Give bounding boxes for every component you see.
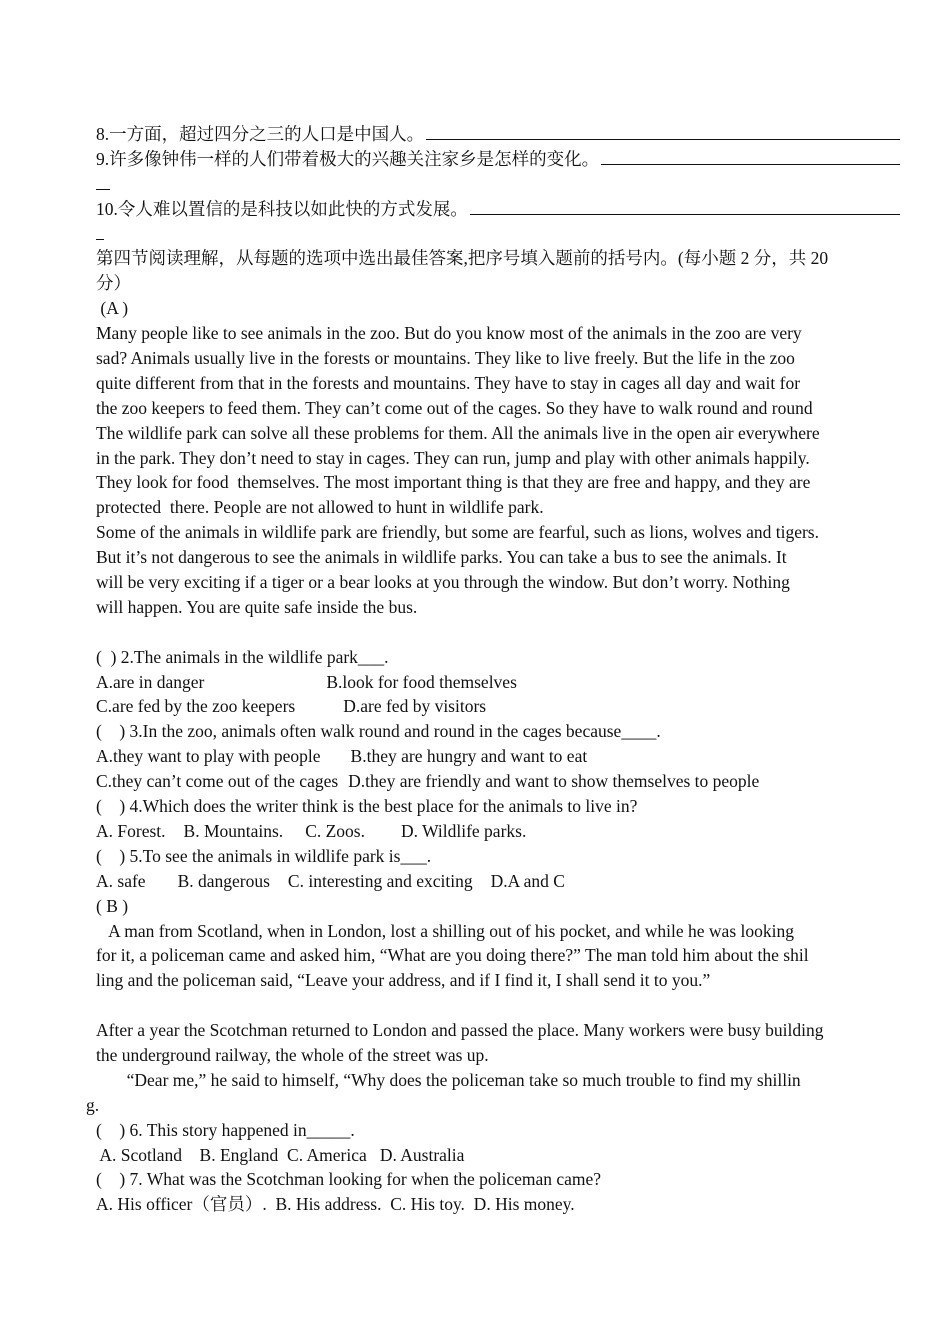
passage-line: g. bbox=[86, 1094, 100, 1115]
passage-line: will happen. You are quite safe inside the bus. bbox=[96, 596, 418, 617]
section-heading-cont: 分） bbox=[96, 273, 131, 294]
passage-line: The wildlife park can solve all these problems for them. All the animals live in the open air everywhere bbox=[96, 422, 820, 443]
question-4-options: A. Forest. B. Mountains. C. Zoos. D. Wildlife parks. bbox=[96, 820, 527, 841]
passage-line: quite different from that in the forests and mountains. They have to stay in cages all day and wait for bbox=[96, 372, 801, 393]
passage-line: for it, a policeman came and asked him, “What are you doing there?” The man told him about the shil bbox=[96, 945, 809, 966]
question-2-options-row1: A.are in danger B.look for food themselves bbox=[96, 671, 517, 692]
answer-blank-wrap[interactable] bbox=[96, 222, 900, 247]
passage-a-label: (A ) bbox=[96, 298, 129, 319]
question-3-options-row2: C.they can’t come out of the cages D.they are friendly and want to show themselves to people bbox=[96, 771, 760, 792]
question-6: ( ) 6. This story happened in_____. bbox=[96, 1119, 355, 1140]
translation-q8: 8.一方面，超过四分之三的人口是中国人。 bbox=[96, 122, 900, 147]
passage-line: in the park. They don’t need to stay in cages. They can run, jump and play with other animals happily. bbox=[96, 447, 810, 468]
blank-line bbox=[96, 993, 900, 1018]
passage-line: the underground railway, the whole of the street was up. bbox=[96, 1044, 489, 1065]
passage-line: After a year the Scotchman returned to London and passed the place. Many workers were busy building bbox=[96, 1020, 824, 1041]
passage-line: protected there. People are not allowed to hunt in wildlife park. bbox=[96, 497, 544, 518]
passage-line: the zoo keepers to feed them. They can’t come out of the cages. So they have to walk round and round bbox=[96, 397, 813, 418]
answer-blank[interactable] bbox=[426, 123, 900, 140]
answer-blank-wrap[interactable] bbox=[96, 172, 900, 197]
answer-blank[interactable] bbox=[470, 198, 900, 215]
passage-line: A man from Scotland, when in London, lost a shilling out of his pocket, and while he was looking bbox=[96, 920, 794, 941]
question-2-options-row2: C.are fed by the zoo keepers D.are fed by visitors bbox=[96, 696, 487, 717]
question-1 bbox=[96, 620, 900, 645]
question-7-options[interactable]: A. His officer（官员）. B. His address. C. His toy. D. His money. bbox=[96, 1194, 575, 1215]
passage-line: Many people like to see animals in the zoo. But do you know most of the animals in the zoo are very bbox=[96, 323, 802, 344]
question-4: ( ) 4.Which does the writer think is the best place for the animals to live in? bbox=[96, 796, 638, 817]
question-3: ( ) 3.In the zoo, animals often walk round and round in the cages because____. bbox=[96, 721, 661, 742]
translation-q10: 10.令人难以置信的是科技以如此快的方式发展。 bbox=[96, 197, 900, 222]
translation-q9: 9.许多像钟伟一样的人们带着极大的兴趣关注家乡是怎样的变化。 bbox=[96, 147, 900, 172]
question-5: ( ) 5.To see the animals in wildlife park is___. bbox=[96, 845, 432, 866]
passage-b-label: ( B ) bbox=[96, 895, 129, 916]
passage-a-text bbox=[96, 321, 900, 620]
passage-line: ling and the policeman said, “Leave your address, and if I find it, I shall send it to you.” bbox=[96, 970, 711, 991]
question-5-options: A. safe B. dangerous C. interesting and exciting D.A and C bbox=[96, 870, 565, 891]
passage-line: But it’s not dangerous to see the animals in wildlife parks. You can take a bus to see the animals. It bbox=[96, 547, 787, 568]
passage-line: They look for food themselves. The most important thing is that they are free and happy, and they are bbox=[96, 472, 811, 493]
question-2: ( ) 2.The animals in the wildlife park___. bbox=[96, 646, 389, 667]
question-6-options[interactable]: A. Scotland B. England C. America D. Australia bbox=[96, 1144, 465, 1165]
answer-blank[interactable] bbox=[601, 148, 900, 165]
passage-line: sad? Animals usually live in the forests or mountains. They like to live freely. But the life in the zoo bbox=[96, 348, 795, 369]
section-heading: 第四节阅读理解，从每题的选项中选出最佳答案,把序号填入题前的括号内。(每小题 2 分，共 20 bbox=[96, 248, 829, 269]
question-3-options-row1: A.they want to play with people B.they are hungry and want to eat bbox=[96, 746, 588, 767]
question-7: ( ) 7. What was the Scotchman looking for when the policeman came? bbox=[96, 1169, 602, 1190]
worksheet-page bbox=[86, 122, 900, 1217]
passage-line: “Dear me,” he said to himself, “Why does the policeman take so much trouble to find my shillin bbox=[96, 1069, 801, 1090]
passage-b-text bbox=[86, 919, 900, 1118]
passage-line: Some of the animals in wildlife park are friendly, but some are fearful, such as lions, wolves and tigers. bbox=[96, 522, 819, 543]
passage-line: will be very exciting if a tiger or a bear looks at you through the window. But don’t worry. Nothing bbox=[96, 572, 790, 593]
